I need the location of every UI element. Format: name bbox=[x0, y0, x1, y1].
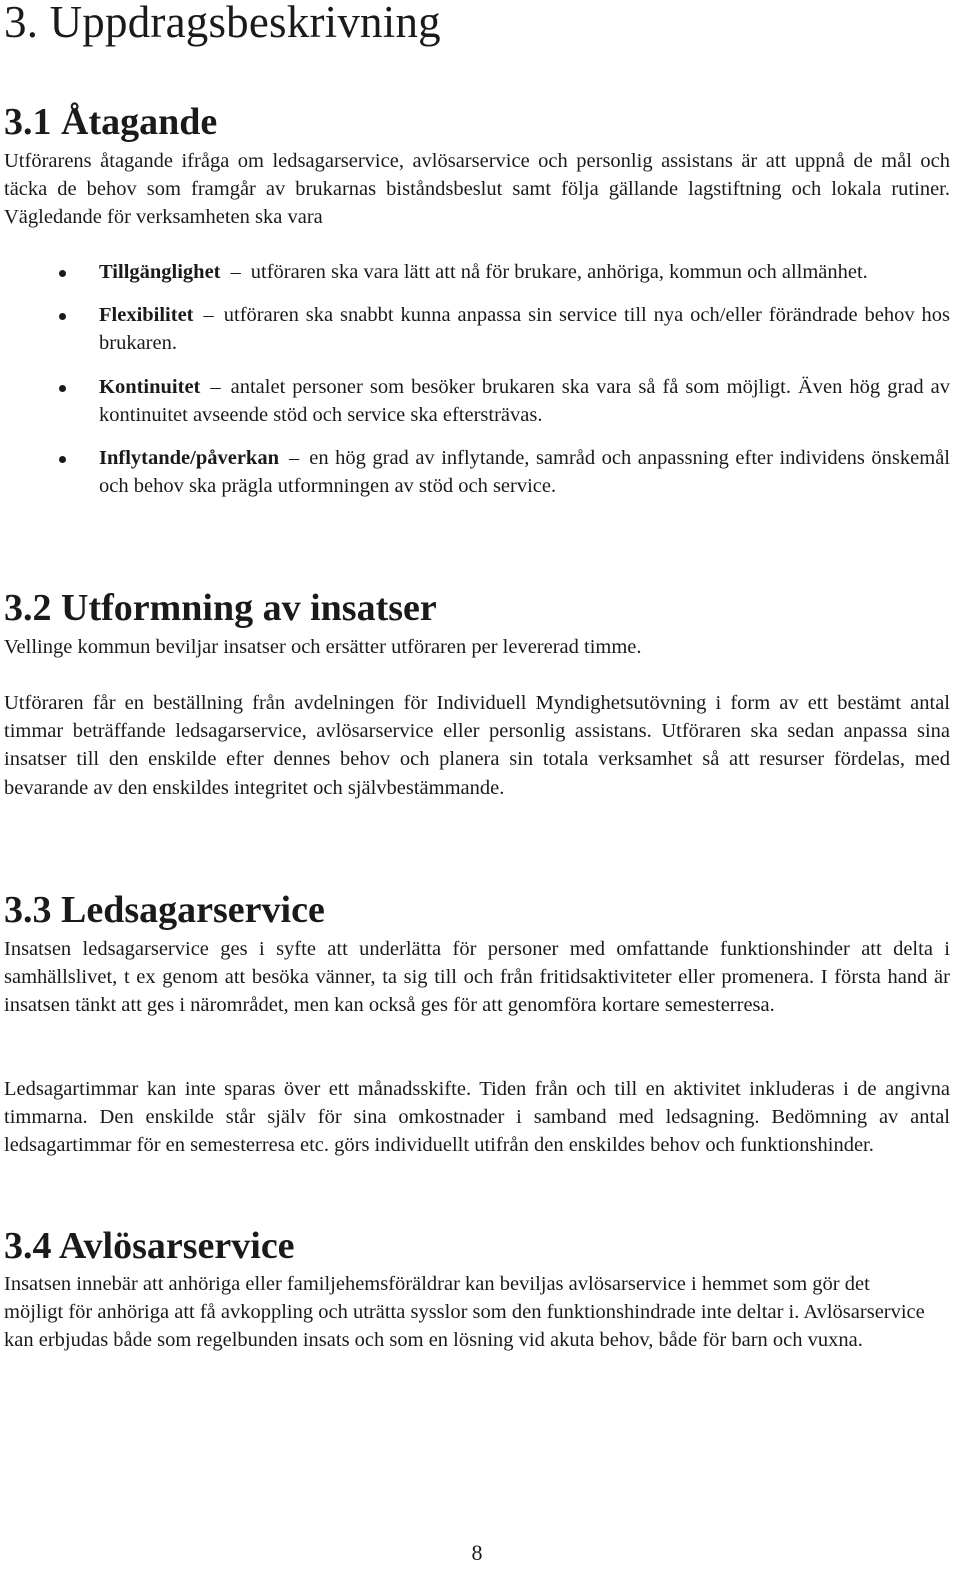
list-item bbox=[4, 301, 950, 357]
chapter-title: 3. Uppdragsbeskrivning bbox=[4, 0, 441, 47]
list-item bbox=[4, 444, 950, 500]
list-item-term: Tillgänglighet bbox=[99, 261, 221, 283]
list-item-term: Flexibilitet bbox=[99, 304, 194, 327]
page-number: 8 bbox=[471, 1540, 483, 1565]
section-3-4-paragraph-1: Insatsen innebär att anhöriga eller familjehemsföräldrar kan beviljas avlösarservice i hemmet som gör det möjligt för anhöriga att få avkoppling och uträtta sysslor som den funktionshindrade inte deltar i. Avlösarservice kan erbjudas både som regelbunden insats och som en lösning vid akuta behov, både för barn och vuxna. bbox=[4, 1273, 925, 1352]
guiding-principles-list bbox=[4, 258, 950, 515]
list-item-text: en hög grad av inflytande, samråd och anpassning efter individens önskemål och behov ska prägla utformningen av stöd och service. bbox=[99, 447, 950, 498]
bullet-icon bbox=[59, 385, 66, 392]
section-heading-3-3: 3.3 Ledsagarservice bbox=[4, 889, 325, 931]
section-3-2-paragraph-2: Utföraren får en beställning från avdelningen för Individuell Myndighetsutövning i form av ett bestämt antal timmar beträffande ledsagarservice, avlösarservice eller personlig assistans. Utföraren ska sedan anpassa sina insatser till den enskilde efter dennes behov och planera sin totala verksamhet så att resurser fördelas, med bevarande av den enskildes integritet och självbestämmande. bbox=[4, 692, 950, 799]
list-item-dash: – bbox=[230, 261, 241, 283]
section-3-1-intro: Utförarens åtagande ifråga om ledsagarservice, avlösarservice och personlig assistans är att uppnå de mål och täcka de behov som framgår av brukarnas biståndsbeslut samt följa gällande lagstiftning och lokala rutiner. Vägledande för verksamheten ska vara bbox=[4, 150, 950, 229]
list-item-text: utföraren ska snabbt kunna anpassa sin service till nya och/eller förändrade behov hos brukaren. bbox=[99, 304, 950, 355]
list-item-term: Inflytande/påverkan bbox=[99, 447, 279, 470]
section-3-3-paragraph-2: Ledsagartimmar kan inte sparas över ett månadsskifte. Tiden från och till en aktivitet inkluderas i de angivna timmarna. Den enskilde står själv för sina omkostnader i samband med ledsagning. Bedömning av antal ledsagartimmar för en semesterresa etc. görs individuellt utifrån den enskildes behov och funktionshinder. bbox=[4, 1078, 950, 1157]
list-item-dash: – bbox=[210, 375, 221, 398]
section-3-3-paragraph-1: Insatsen ledsagarservice ges i syfte att underlätta för personer med omfattande funktionshinder att delta i samhällslivet, t ex genom att besöka vänner, ta sig till och från fritidsaktiviteter eller promenera. I första hand är insatsen tänkt att ges i närområdet, men kan också ges för att genomföra kortare semesterresa. bbox=[4, 938, 950, 1017]
list-item-text: antalet personer som besöker brukaren ska vara så få som möjligt. Även hög grad av kontinuitet avseende stöd och service ska eftersträvas. bbox=[99, 375, 950, 426]
section-3-2-paragraph-1: Vellinge kommun beviljar insatser och ersätter utföraren per levererad timme. bbox=[4, 636, 642, 658]
section-heading-3-2: 3.2 Utformning av insatser bbox=[4, 587, 437, 629]
list-item bbox=[4, 373, 950, 429]
list-item-text: utföraren ska vara lätt att nå för brukare, anhöriga, kommun och allmänhet. bbox=[250, 261, 868, 283]
bullet-icon bbox=[59, 456, 66, 463]
list-item bbox=[4, 258, 950, 286]
list-item-dash: – bbox=[203, 304, 214, 327]
section-heading-3-1: 3.1 Åtagande bbox=[4, 101, 218, 143]
list-item-term: Kontinuitet bbox=[99, 375, 201, 398]
bullet-icon bbox=[59, 313, 66, 320]
section-heading-3-4: 3.4 Avlösarservice bbox=[4, 1225, 295, 1267]
bullet-icon bbox=[59, 270, 66, 277]
list-item-dash: – bbox=[288, 447, 300, 470]
